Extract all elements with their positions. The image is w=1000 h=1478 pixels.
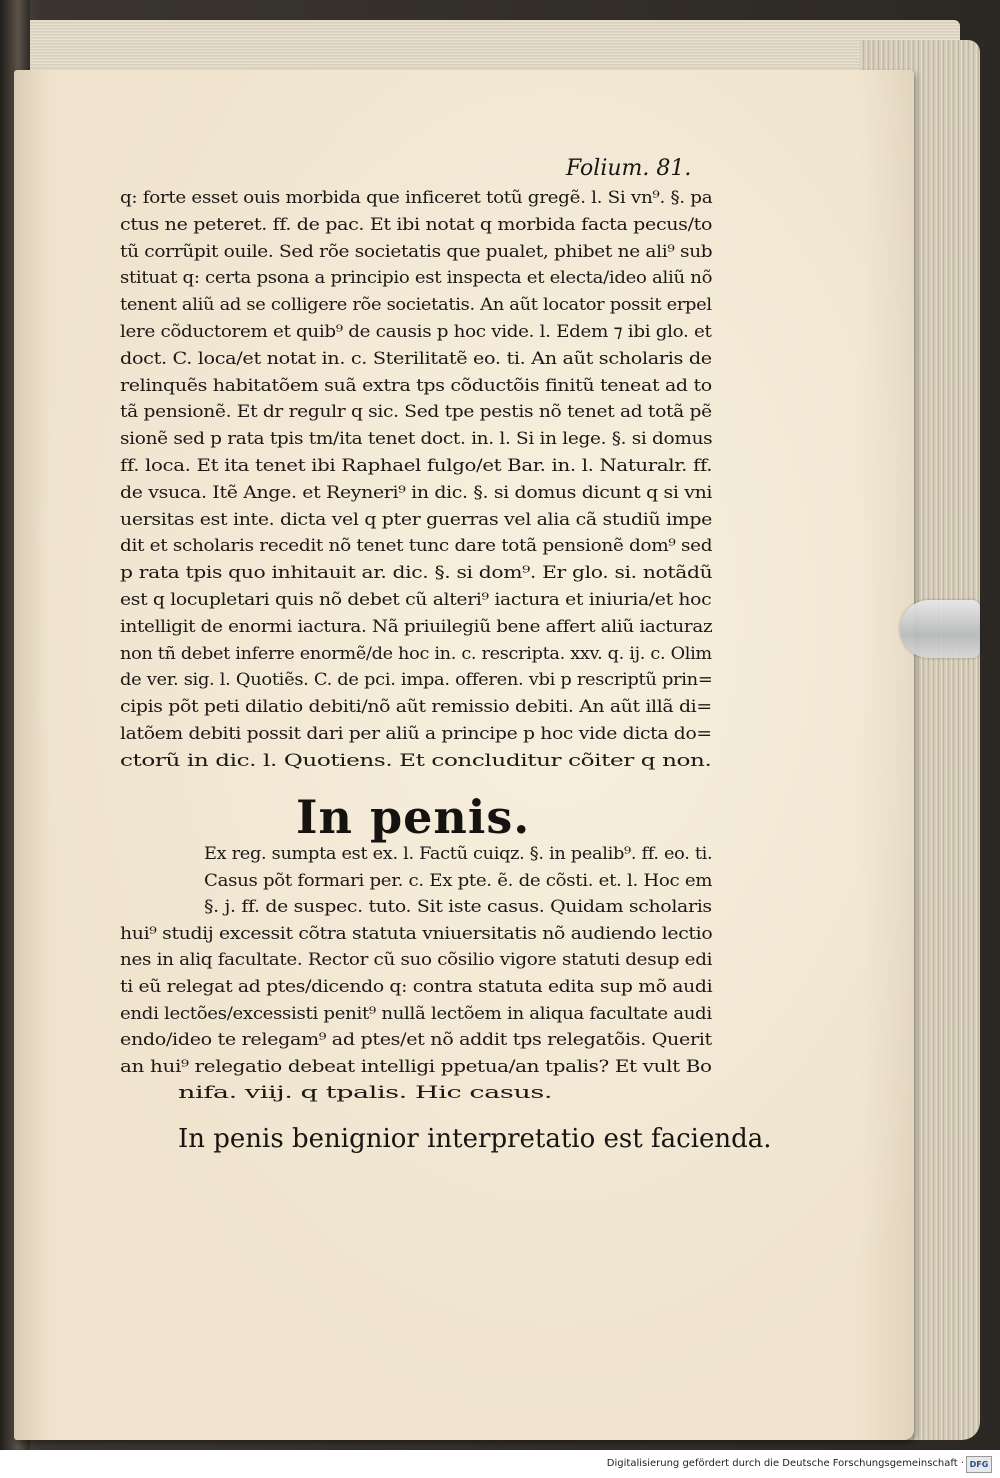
body-line: doct. C. loca/et notat in. c. Sterilitatẽ eo. ti. An aũt scholaris de (120, 348, 712, 369)
body-line: relinquẽs habitatõem suã extra tps cõductõis finitũ teneat ad to (120, 375, 712, 396)
section-line: an hui⁹ relegatio debeat intelligi ppetua/an tpalis? Et vult Bo (120, 1056, 712, 1077)
section-line: ti eũ relegat ad ptes/dicendo q: contra statuta edita sup mõ audi (120, 977, 713, 997)
body-line: dit et scholaris recedit nõ tenet tunc dare totã pensionẽ dom⁹ sed (120, 536, 713, 557)
body-line: tã pensionẽ. Et dr regulr q sic. Sed tpe pestis nõ tenet ad totã pẽ (120, 402, 712, 423)
body-line: est q locupletari quis nõ debet cũ alteri⁹ iactura et iniuria/et hoc (120, 590, 712, 610)
body-line: de vsuca. Itẽ Ange. et Reyneri⁹ in dic. §. si domus dicunt q si vni (120, 482, 713, 503)
footer-credit: Digitalisierung gefördert durch die Deutsche Forschungsgemeinschaft · (606, 1458, 964, 1469)
body-line: intelligit de enormi iactura. Nã priuilegiũ bene affert aliũ iacturaz (120, 616, 713, 637)
body-line: non tñ debet inferre enormẽ/de hoc in. c. rescripta. xxv. q. ij. c. Olim (120, 643, 712, 664)
body-line: cipis põt peti dilatio debiti/nõ aũt remissio debiti. An aũt illã di= (120, 697, 712, 718)
body-line: tenent aliũ ad se colligere rõe societatis. An aũt locator possit erpel (120, 295, 712, 316)
folio-number: Folium. 81. (566, 156, 692, 181)
section-line: Ex reg. sumpta est ex. l. Factũ cuiqz. §. in pealib⁹. ff. eo. ti. (204, 844, 713, 864)
section-line: endi lectões/excessisti penit⁹ nullã lectõem in aliqua facultate audi (120, 1003, 712, 1024)
body-line: tũ corrũpit ouile. Sed rõe societatis que pualet, phibet ne ali⁹ sub (120, 241, 713, 262)
section-line: Casus põt formari per. c. Ex pte. ẽ. de cõsti. et. l. Hoc em (204, 870, 713, 891)
footer-bar (0, 1450, 1000, 1478)
section-line: nifa. viij. q tpalis. Hic casus. (178, 1083, 553, 1104)
body-line: ff. loca. Et ita tenet ibi Raphael fulgo/et Bar. in. l. Naturalr. ff. (120, 456, 713, 476)
page-clip (900, 600, 980, 658)
body-line: lere cõductorem et quib⁹ de causis p hoc vide. l. Edem ⁊ ibi glo. et (120, 322, 712, 342)
body-line: uersitas est inte. dicta vel q pter guerras vel alia cã studiũ impe (120, 509, 713, 530)
dfg-logo[interactable]: DFG (966, 1456, 992, 1473)
section-line: endo/ideo te relegam⁹ ad ptes/et nõ addit tps relegatõis. Querit (120, 1030, 712, 1051)
body-line: de ver. sig. l. Quotiẽs. C. de pci. impa. offeren. vbi p rescriptũ prin= (120, 670, 713, 691)
section-heading: In penis. (296, 790, 531, 844)
body-line: q: forte esset ouis morbida que inficeret totũ gregẽ. l. Si vn⁹. §. pa (120, 188, 713, 208)
rule-line: In penis benignior interpretatio est facienda. (178, 1124, 772, 1154)
body-line: p rata tpis quo inhitauit ar. dic. §. si dom⁹. Er glo. si. notãdũ (120, 563, 713, 584)
body-line: sionẽ sed p rata tpis tm/ita tenet doct. in. l. Si in lege. §. si domus (120, 429, 713, 450)
body-line: stituat q: certa psona a principio est inspecta et electa/ideo aliũ nõ (120, 268, 713, 289)
body-line: ctorũ in dic. l. Quotiens. Et concluditur cõiter q non. (120, 750, 712, 771)
section-line: hui⁹ studij excessit cõtra statuta vniuersitatis nõ audiendo lectio (120, 923, 713, 944)
body-line: ctus ne peteret. ff. de pac. Et ibi notat q morbida facta pecus/to (120, 214, 713, 235)
body-line: latõem debiti possit dari per aliũ a principe p hoc vide dicta do= (120, 724, 712, 744)
section-line: §. j. ff. de suspec. tuto. Sit iste casus. Quidam scholaris (204, 897, 712, 918)
section-line: nes in aliq facultate. Rector cũ suo cõsilio vigore statuti desup edi (120, 950, 713, 971)
